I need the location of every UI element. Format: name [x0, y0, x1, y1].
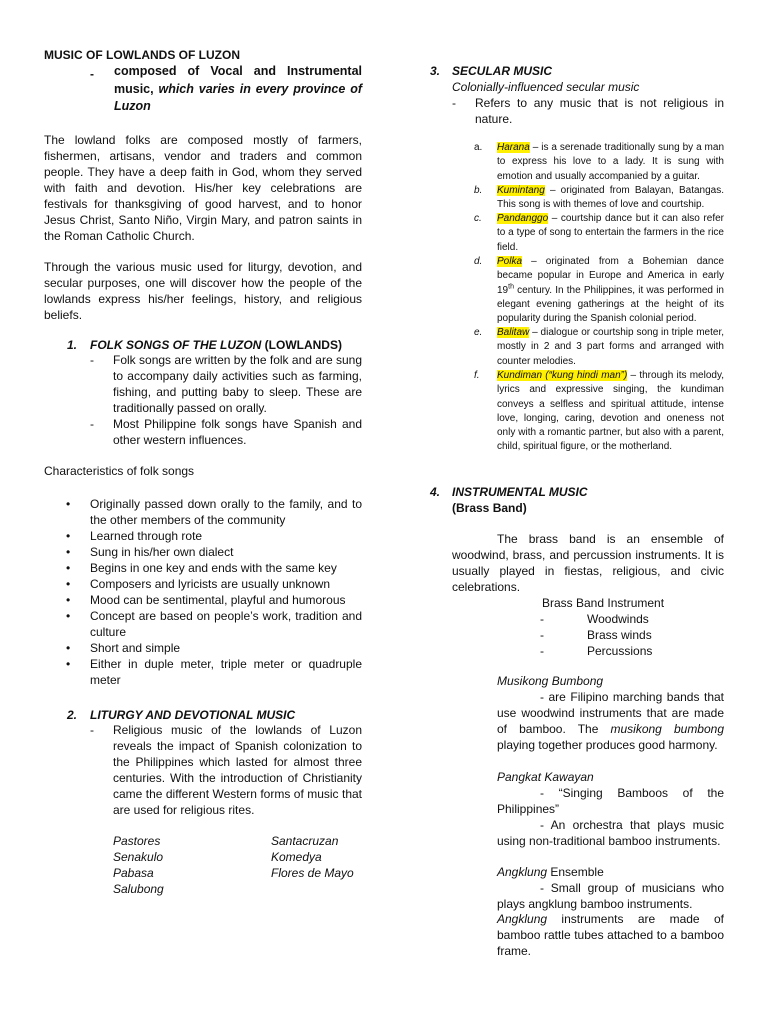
list-item — [66, 560, 362, 576]
subtitle — [114, 63, 362, 116]
section2-dash: - — [90, 723, 94, 737]
section3-title: SECULAR MUSIC — [452, 64, 553, 78]
term-kumintang: Kumintang — [497, 185, 545, 196]
term-text: century. In the Philippines, it was performed in elegant evening gatherings at the height of its popularity during the Spanish colonial period. — [497, 284, 724, 325]
document-title: MUSIC OF LOWLANDS OF LUZON — [44, 48, 240, 62]
list-item-harana — [497, 141, 724, 184]
form-name: Pabasa — [113, 866, 154, 880]
musikong-bumbong-text — [497, 689, 724, 753]
bullet-icon: • — [66, 497, 71, 511]
form-name: Flores de Mayo — [271, 866, 354, 880]
term-polka: Polka — [497, 256, 523, 267]
section4-paragraph: The brass band is an ensemble of woodwind, brass, and percussion instruments. It is usually played in fiestas, religious, and civic celebrations. — [452, 532, 724, 594]
characteristics-heading: Characteristics of folk songs — [44, 464, 195, 478]
musikong-text-b: playing together produces good harmony. — [497, 738, 718, 752]
form-name: Santacruzan — [271, 834, 339, 848]
list-item-balitaw — [497, 326, 724, 369]
list-item-text: Sung in his/her own dialect — [90, 545, 234, 559]
angklung-line2-italic: Angklung — [497, 912, 548, 926]
term-text: – is a serenade traditionally sung by a man to express his love to a lady. It is sung with emotion and usually accompanied by a guitar. — [497, 142, 724, 182]
term-kundiman: Kundiman (“kung hindi man”) — [497, 370, 628, 381]
list-item-polka — [497, 255, 724, 326]
section4-number: 4. — [430, 485, 441, 499]
superscript-th: th — [508, 283, 514, 291]
musikong-text-a: - are Filipino marching bands that use woodwind instruments that are made of bamboo. The — [497, 690, 724, 736]
section1-dash-1: - — [90, 353, 94, 367]
forms-column-2 — [271, 833, 354, 881]
list-item — [66, 528, 362, 544]
form-name: Senakulo — [113, 850, 164, 864]
pangkat-kawayan-line1: - “Singing Bamboos of the Philippines” — [497, 786, 724, 816]
list-letter-f: f. — [474, 370, 480, 381]
angklung-title — [497, 864, 604, 880]
angklung-title-rest: Ensemble — [547, 865, 604, 879]
section3-number: 3. — [430, 64, 441, 78]
musikong-text-italic: musikong bumbong — [610, 722, 725, 736]
list-item-text: Learned through rote — [90, 529, 203, 543]
pangkat-kawayan-title: Pangkat Kawayan — [497, 770, 594, 784]
section3-item: Refers to any music that is not religious in nature. — [475, 96, 724, 126]
brass-item-2: Brass winds — [587, 628, 652, 642]
term-text: – courtship dance but it can also refer to a type of song to entertain the farmers in the rice field. — [497, 213, 724, 253]
section1-title-bold: (LOWLANDS) — [261, 338, 342, 352]
term-text: – dialogue or courtship song in triple meter, mostly in 2 and 3 part forms and arranged with counter melodies. — [497, 327, 724, 367]
bullet-icon: • — [66, 593, 71, 607]
section4-subtitle: (Brass Band) — [452, 501, 527, 515]
list-item — [66, 592, 362, 608]
section1-item-1: Folk songs are written by the folk and are sung to accompany daily activities such as farming, fishing, and putting baby to sleep. These are traditionally passed on orally. — [113, 353, 362, 415]
list-item-text: Concept are based on people’s work, tradition and culture — [90, 609, 362, 639]
pangkat-kawayan-line2: - An orchestra that plays music using non-traditional bamboo instruments. — [497, 818, 724, 848]
angklung-line2-rest: instruments are made of bamboo rattle tubes attached to a bamboo frame. — [497, 912, 724, 958]
section1-item-2: Most Philippine folk songs have Spanish and other western influences. — [113, 417, 362, 447]
angklung-line2 — [497, 911, 724, 959]
list-item-text: Either in duple meter, triple meter or quadruple meter — [90, 657, 362, 687]
term-text: – through its melody, lyrics and expressive singing, the kundiman conveys a selfless and spiritual attitude, intense love, longing, caring, devotion and oneness not only with a romantic partner, but also with a parent, child, spiritual figure, or the motherland. — [497, 370, 724, 453]
subtitle-italic: which varies in every province of Luzon — [114, 81, 362, 113]
angklung-line1: - Small group of musicians who plays angklung bamboo instruments. — [497, 881, 724, 911]
list-letter-a: a. — [474, 142, 483, 153]
list-item-kundiman — [497, 369, 724, 455]
section3-dash: - — [452, 96, 456, 110]
subtitle-main: composed of Vocal and Instrumental music, — [114, 64, 362, 96]
characteristics-list — [66, 496, 362, 688]
intro-paragraph-2: Through the various music used for liturgy, devotion, and secular purposes, one will discover how the people of the lowlands express his/her feelings, history, and religious beliefs. — [44, 260, 362, 322]
list-item — [66, 608, 362, 640]
list-item-text: Originally passed down orally to the family, and to the other members of the community — [90, 497, 362, 527]
term-harana: Harana — [497, 142, 530, 153]
intro-paragraph-1: The lowland folks are composed mostly of farmers, fishermen, artisans, vendor and traders and common people. They have a deep faith in God, whom they served with faith and devotion. His/her key celebrations are festivals for thanksgiving of good harvest, and to honor Jesus Christ, Santo Niño, Virgin Mary, and patron saints in the Roman Catholic Church. — [44, 133, 362, 243]
brass-item-3: Percussions — [587, 644, 653, 658]
list-item-text: Mood can be sentimental, playful and humorous — [90, 593, 346, 607]
list-letter-d: d. — [474, 256, 483, 267]
section1-heading — [90, 337, 342, 353]
section3-subtitle: Colonially-influenced secular music — [452, 80, 640, 94]
bullet-icon: • — [66, 529, 71, 543]
section1-title: FOLK SONGS OF THE LUZON — [90, 338, 262, 352]
bullet-icon: • — [66, 609, 71, 623]
bullet-icon: • — [66, 545, 71, 559]
term-balitaw: Balitaw — [497, 327, 530, 338]
section2-title: LITURGY AND DEVOTIONAL MUSIC — [90, 708, 296, 722]
bullet-icon: • — [66, 641, 71, 655]
subtitle-dash: - — [90, 67, 94, 81]
musikong-bumbong-title: Musikong Bumbong — [497, 674, 604, 688]
list-item — [66, 640, 362, 656]
list-letter-e: e. — [474, 327, 483, 338]
form-name: Pastores — [113, 834, 161, 848]
list-item-kumintang — [497, 184, 724, 213]
list-item-pandanggo — [497, 212, 724, 255]
section1-number: 1. — [67, 338, 78, 352]
section2-item: Religious music of the lowlands of Luzon reveals the impact of Spanish colonization to the Philippines which lasted for almost three centuries. With the introduction of Christianity came the different Western forms of music that are used for religious rites. — [113, 723, 362, 817]
list-item — [66, 656, 362, 688]
brass-dash-3: - — [540, 644, 544, 658]
list-item-text: Short and simple — [90, 641, 181, 655]
list-item-text: Begins in one key and ends with the same key — [90, 561, 337, 575]
forms-column-1 — [113, 833, 164, 897]
form-name: Komedya — [271, 850, 322, 864]
section1-dash-2: - — [90, 417, 94, 431]
brass-heading: Brass Band Instrument — [542, 596, 665, 610]
term-pandanggo: Pandanggo — [497, 213, 549, 224]
angklung-title-italic: Angklung — [497, 865, 548, 879]
section2-number: 2. — [67, 708, 78, 722]
bullet-icon: • — [66, 561, 71, 575]
list-item — [66, 576, 362, 592]
term-text: – originated from Balayan, Batangas. This song is with themes of love and courtship. — [497, 185, 724, 211]
bullet-icon: • — [66, 577, 71, 591]
list-item — [66, 496, 362, 528]
list-item-text: Composers and lyricists are usually unknown — [90, 577, 331, 591]
section4-title: INSTRUMENTAL MUSIC — [452, 485, 588, 499]
bullet-icon: • — [66, 657, 71, 671]
term-text: – originated from a Bohemian dance became popular in Europe and America in early 19 — [497, 256, 724, 296]
form-name: Salubong — [113, 882, 164, 896]
brass-dash-1: - — [540, 612, 544, 626]
brass-dash-2: - — [540, 628, 544, 642]
list-letter-c: c. — [474, 213, 482, 224]
list-item — [66, 544, 362, 560]
brass-item-1: Woodwinds — [587, 612, 649, 626]
list-letter-b: b. — [474, 185, 483, 196]
